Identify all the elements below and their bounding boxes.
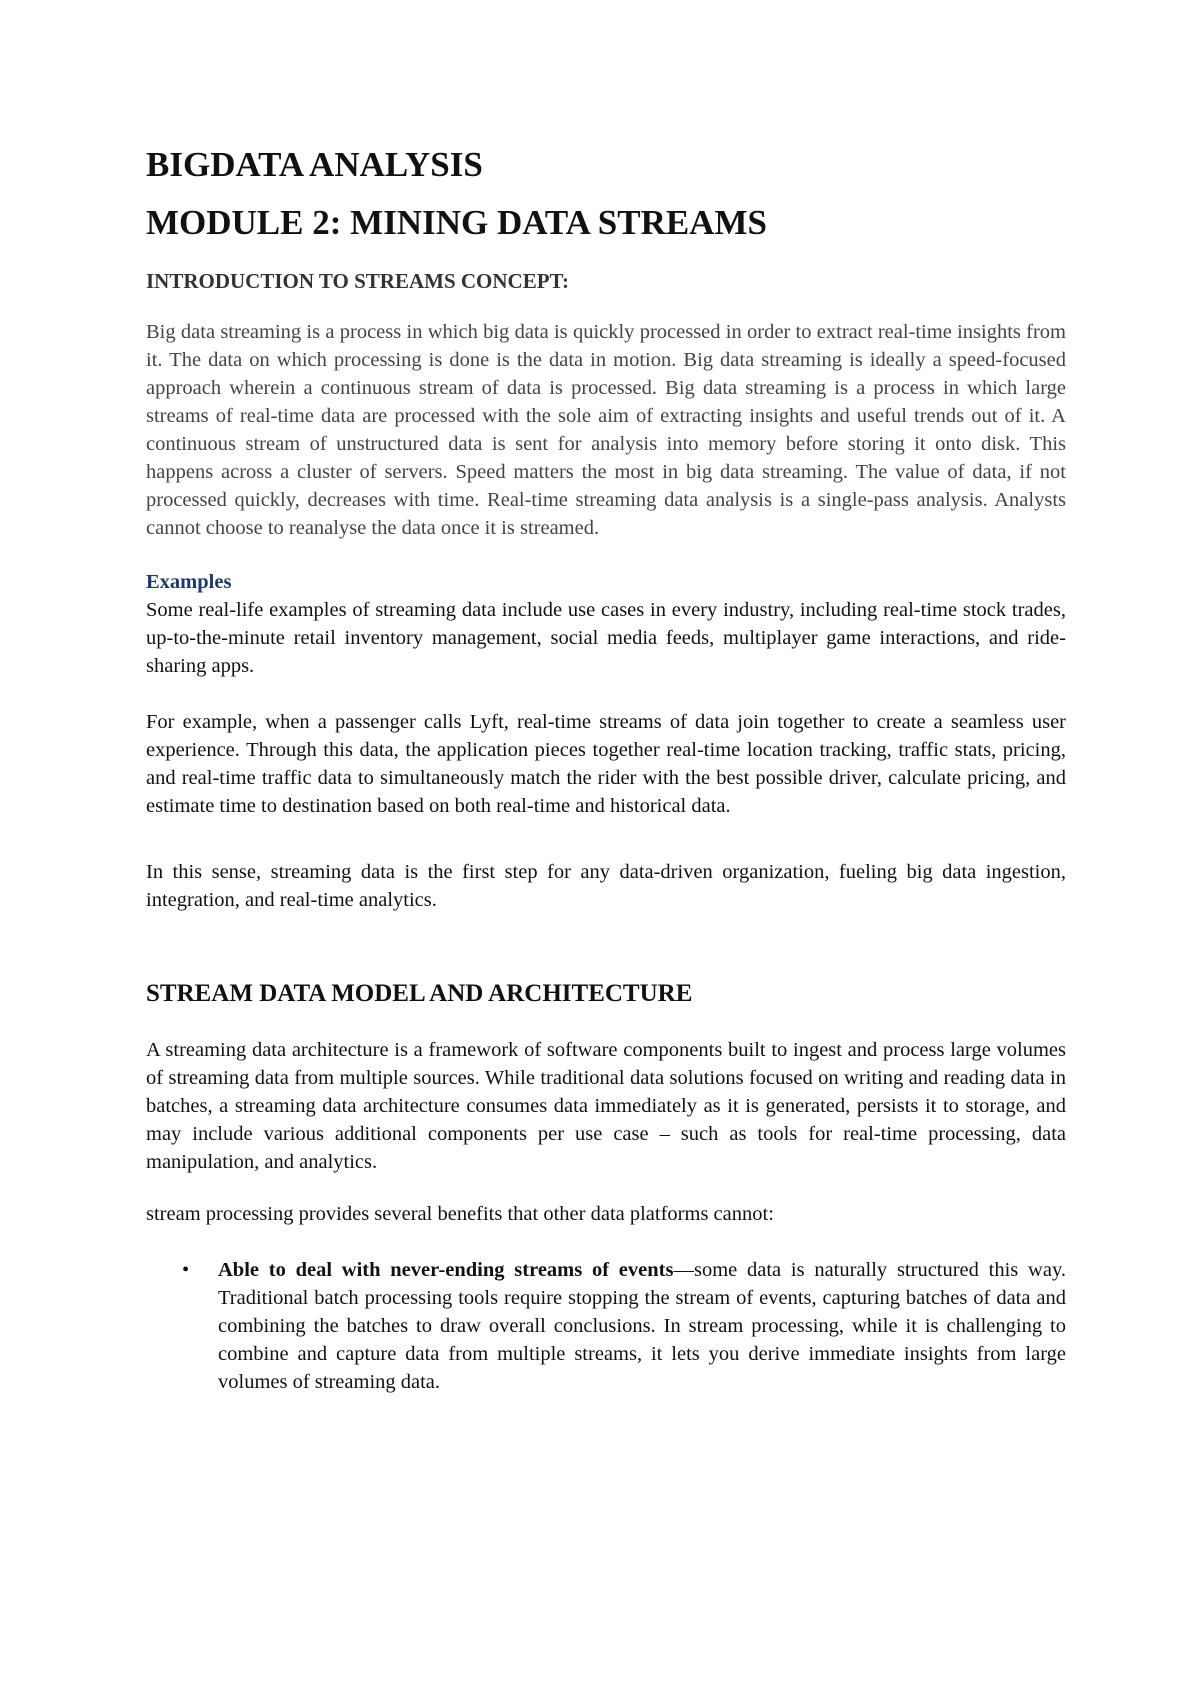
- list-item: [146, 1256, 1066, 1396]
- examples-heading: Examples: [146, 571, 232, 593]
- document-page: [146, 140, 1066, 1396]
- examples-paragraph-1: Some real-life examples of streaming data include use cases in every industry, including real-time stock trades, up-to-the-minute retail inventory management, social media feeds, multiplayer game interactions, and ride-sharing apps.: [146, 599, 1066, 677]
- benefits-intro: stream processing provides several benefits that other data platforms cannot:: [146, 1203, 774, 1225]
- intro-heading: INTRODUCTION TO STREAMS CONCEPT:: [146, 269, 569, 293]
- benefits-list: [146, 1256, 1066, 1396]
- document-title: BIGDATA ANALYSIS: [146, 145, 483, 184]
- module-title: MODULE 2: MINING DATA STREAMS: [146, 203, 767, 242]
- bullet-icon: •: [182, 1259, 190, 1281]
- examples-paragraph-3: In this sense, streaming data is the first step for any data-driven organization, fueling big data ingestion, integration, and real-time analytics.: [146, 861, 1066, 911]
- examples-paragraph-2: For example, when a passenger calls Lyft, real-time streams of data join together to create a seamless user experience. Through this data, the application pieces together real-time location tracking, traffic stats, pricing, and real-time traffic data to simultaneously match the rider with the best possible driver, calculate pricing, and estimate time to destination based on both real-time and historical data.: [146, 711, 1066, 817]
- benefit-description: —some data is naturally structured this way. Traditional batch processing tools require stopping the stream of events, capturing batches of data and combining the batches to draw overall conclusions. In stream processing, while it is challenging to combine and capture data from multiple streams, it lets you derive immediate insights from large volumes of streaming data.: [218, 1259, 1066, 1393]
- architecture-heading: STREAM DATA MODEL AND ARCHITECTURE: [146, 980, 693, 1007]
- architecture-paragraph: A streaming data architecture is a framework of software components built to ingest and process large volumes of streaming data from multiple sources. While traditional data solutions focused on writing and reading data in batches, a streaming data architecture consumes data immediately as it is generated, persists it to storage, and may include various additional components per use case – such as tools for real-time processing, data manipulation, and analytics.: [146, 1039, 1066, 1173]
- benefit-text: [218, 1256, 1066, 1396]
- benefit-bold-lead: Able to deal with never-ending streams of events: [218, 1259, 674, 1281]
- intro-paragraph: Big data streaming is a process in which big data is quickly processed in order to extract real-time insights from it. The data on which processing is done is the data in motion. Big data streaming is ideally a speed-focused approach wherein a continuous stream of data is processed. Big data streaming is a process in which large streams of real-time data are processed with the sole aim of extracting insights and useful trends out of it. A continuous stream of unstructured data is sent for analysis into memory before storing it onto disk. This happens across a cluster of servers. Speed matters the most in big data streaming. The value of data, if not processed quickly, decreases with time. Real-time streaming data analysis is a single-pass analysis. Analysts cannot choose to reanalyse the data once it is streamed.: [146, 321, 1066, 539]
